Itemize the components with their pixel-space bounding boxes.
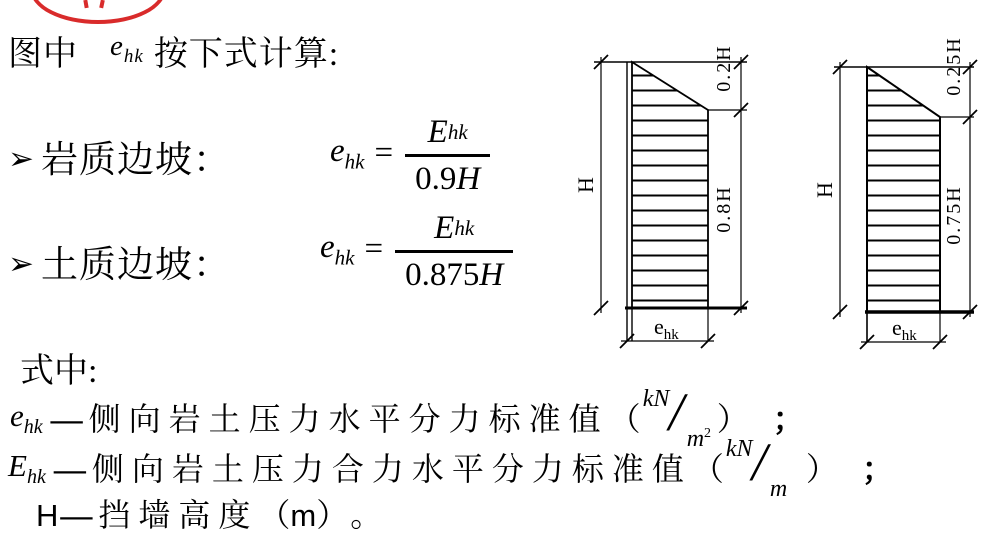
semicolon: ； xyxy=(772,401,805,437)
math-E: E xyxy=(427,113,448,150)
slash-icon: / xyxy=(751,432,767,492)
symbol-H: H xyxy=(36,497,59,533)
em-dash: — xyxy=(50,401,83,437)
where-label: 式中: xyxy=(20,353,98,390)
den-variable: H xyxy=(456,160,481,197)
seal-logo-icon xyxy=(30,0,166,24)
height-label: H xyxy=(573,177,598,193)
unit-m: m xyxy=(290,497,317,533)
intro-prefix: 图中 xyxy=(8,36,78,73)
slash-icon: / xyxy=(668,382,684,442)
unit-denominator xyxy=(770,477,787,501)
symbol-E-hk xyxy=(8,450,46,487)
den-coefficient: 0.9 xyxy=(415,160,457,197)
math-e: e xyxy=(330,132,345,169)
definition-text: 侧向岩土压力合力水平分力标准值 xyxy=(91,451,692,487)
arrow-bullet-icon: ➢ xyxy=(8,141,35,177)
math-e: e xyxy=(110,30,124,62)
lower-dim-label: 0.75H xyxy=(943,185,965,245)
math-sub-hk: hk xyxy=(334,245,355,270)
symbol-e-hk xyxy=(10,400,43,437)
lower-dim-label: 0.8H xyxy=(713,185,735,233)
math-e-hk xyxy=(110,30,144,67)
math-sub-hk: hk xyxy=(447,119,468,144)
unit-kN-per-m xyxy=(724,432,794,502)
open-paren: （ xyxy=(608,401,641,437)
formula-soil-slope xyxy=(320,206,513,297)
math-E: E xyxy=(434,209,455,246)
unit-m: m xyxy=(769,476,788,502)
unit-kN-per-m2 xyxy=(641,382,717,452)
pressure-block xyxy=(867,67,940,312)
fraction-denominator xyxy=(395,253,513,297)
math-sub-hk: hk xyxy=(344,149,365,174)
fraction xyxy=(405,110,490,201)
fraction-denominator xyxy=(405,157,490,201)
open-paren: （ xyxy=(258,497,291,533)
intro-suffix: 按下式计算: xyxy=(153,36,340,73)
open-paren: （ xyxy=(691,451,724,487)
formula-rock-slope xyxy=(330,110,490,201)
definition-Ehk xyxy=(8,432,894,502)
arrow-bullet-icon: ➢ xyxy=(8,246,35,282)
math-sub-hk: hk xyxy=(454,215,475,240)
full-stop: 。 xyxy=(350,497,383,533)
em-dash: — xyxy=(60,497,93,533)
definition-H xyxy=(36,492,382,538)
math-sub-hk: hk xyxy=(26,466,46,489)
formula-lhs xyxy=(320,228,355,270)
close-paren: ） xyxy=(716,401,749,437)
math-sub-hk: hk xyxy=(123,45,144,67)
fraction xyxy=(395,206,513,297)
equals-sign: = xyxy=(374,135,394,171)
diagram-rock-slope-pressure xyxy=(573,8,755,353)
upper-dim-label: 0.2H xyxy=(713,44,735,92)
definition-text: 挡墙高度 xyxy=(98,497,259,533)
math-e: e xyxy=(320,228,335,265)
den-coefficient: 0.875 xyxy=(405,256,480,293)
upper-dim-label: 0.25H xyxy=(943,36,965,96)
fraction-numerator xyxy=(418,110,478,154)
em-dash: — xyxy=(53,451,86,487)
definition-text: 侧向岩土压力水平分力标准值 xyxy=(88,401,609,437)
diagram-soil-slope-pressure xyxy=(808,8,990,353)
bullet-rock-slope xyxy=(8,142,231,179)
math-E: E xyxy=(8,448,27,484)
intro-line xyxy=(8,30,340,76)
close-paren: ） xyxy=(316,497,349,533)
bullet-soil-slope xyxy=(8,247,231,284)
base-dim-label: $e_{hk}$ xyxy=(892,315,917,344)
semicolon: ； xyxy=(861,451,894,487)
pressure-block xyxy=(632,62,708,308)
close-paren: ） xyxy=(805,451,838,487)
unit-numerator: kN xyxy=(725,436,753,462)
formula-lhs xyxy=(330,132,365,174)
fraction-numerator xyxy=(424,206,484,250)
bullet-label: 岩质边坡： xyxy=(40,140,231,181)
base-dim-label: $e_{hk}$ xyxy=(654,314,679,343)
math-e: e xyxy=(10,398,24,434)
equals-sign: = xyxy=(364,231,384,267)
math-sub-hk: hk xyxy=(23,416,43,439)
bullet-label: 土质边坡： xyxy=(40,245,231,286)
unit-exponent: 2 xyxy=(704,426,712,441)
unit-m: m xyxy=(686,426,705,452)
unit-numerator: kN xyxy=(642,386,670,412)
height-label: H xyxy=(812,182,837,198)
den-variable: H xyxy=(479,256,504,293)
definition-ehk xyxy=(10,382,805,452)
